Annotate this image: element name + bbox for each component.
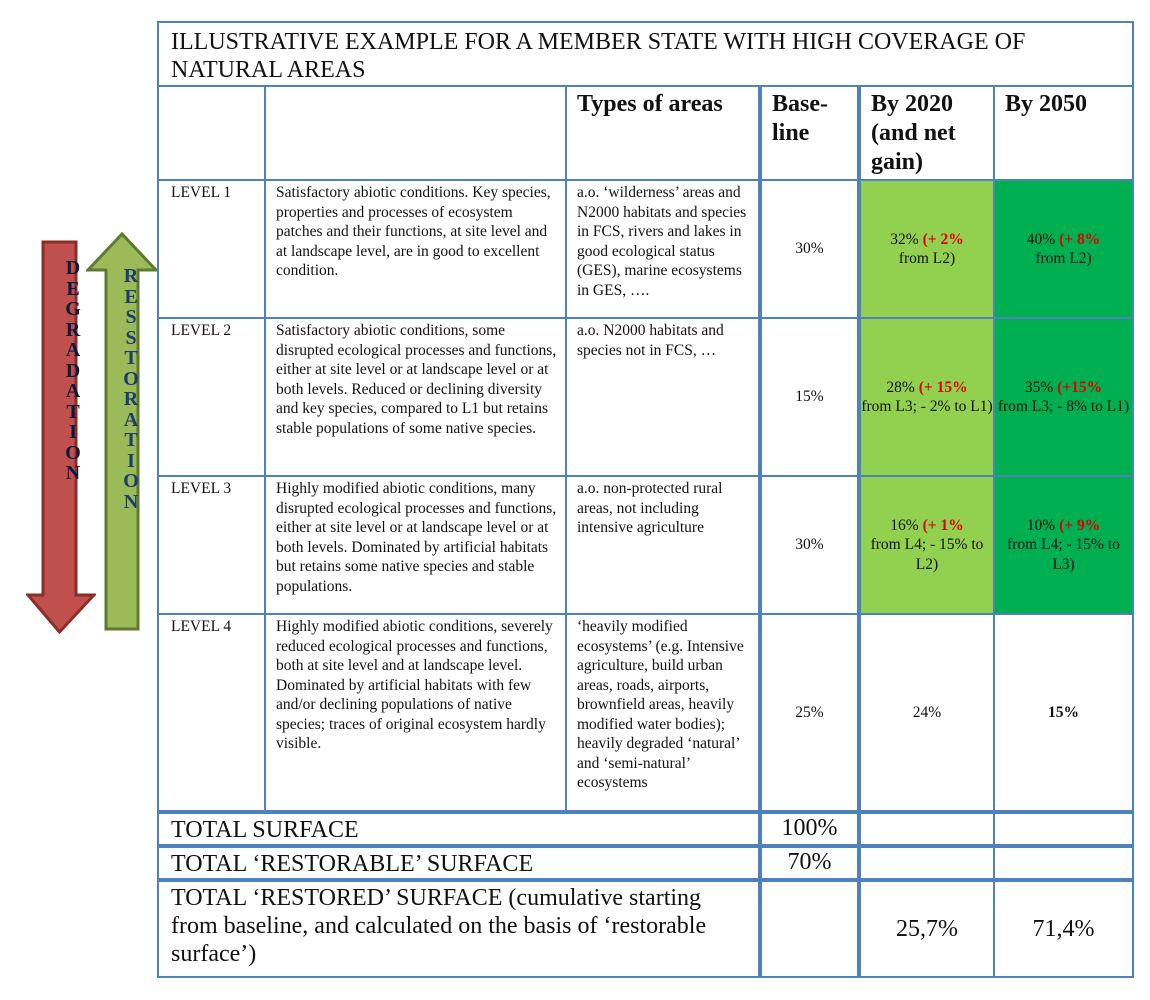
source-2020: from L3; - 2% to L1) xyxy=(861,398,993,415)
level-description: Highly modified abiotic conditions, many disrupted ecological processes and functions, either at site level or at landscape level or at both levels. Dominated by artificial habitats but retains some native species and stable populations. xyxy=(265,476,566,614)
degradation-letter: E xyxy=(66,277,80,300)
gain-2050: (+ 9% xyxy=(1059,516,1101,534)
restoration-letter: R xyxy=(123,265,139,287)
gain-2020: (+ 2% xyxy=(922,230,964,248)
source-2050: from L2) xyxy=(1035,250,1092,267)
header-row xyxy=(158,86,1133,180)
source-2050: from L4; - 15% to L3) xyxy=(1007,536,1120,573)
header-description xyxy=(265,86,566,180)
total-label: TOTAL ‘RESTORABLE’ SURFACE xyxy=(158,846,760,880)
total-label: TOTAL SURFACE xyxy=(158,812,760,846)
degradation-letter: N xyxy=(65,462,81,484)
source-2050: from L3; - 8% to L1) xyxy=(997,398,1130,415)
value-2050: 40% xyxy=(1026,230,1056,248)
degradation-letter: D xyxy=(65,257,81,279)
source-2020: from L4; - 15% to L2) xyxy=(870,536,984,573)
source-2020: from L2) xyxy=(898,250,956,267)
header-by-2020: By 2020 (and net gain) xyxy=(859,86,994,180)
level-row xyxy=(158,614,1133,812)
value-2020: 16% xyxy=(890,516,919,534)
level-baseline: 30% xyxy=(760,180,859,318)
level-name: LEVEL 2 xyxy=(158,318,265,476)
level-2050-value xyxy=(994,476,1133,614)
level-baseline: 30% xyxy=(760,476,859,614)
total-baseline: 100% xyxy=(760,812,859,846)
level-2050-value xyxy=(994,318,1133,476)
total-baseline xyxy=(760,880,859,977)
total-row xyxy=(158,846,1133,880)
restoration-table xyxy=(157,21,1134,978)
total-baseline: 70% xyxy=(760,846,859,880)
level-types-of-areas: a.o. N2000 habitats and species not in FCS, … xyxy=(566,318,760,476)
level-name: LEVEL 1 xyxy=(158,180,265,318)
degradation-letter: D xyxy=(65,359,81,382)
gain-2020: (+ 15% xyxy=(918,378,968,396)
level-baseline: 25% xyxy=(760,614,859,812)
level-2020-value xyxy=(859,318,994,476)
total-row xyxy=(158,812,1133,846)
restoration-letter: I xyxy=(127,449,135,472)
restoration-letter: A xyxy=(123,408,139,431)
level-types-of-areas: a.o. non-protected rural areas, not including intensive agriculture xyxy=(566,476,760,614)
restoration-letter: S xyxy=(125,306,137,328)
total-2020: 25,7% xyxy=(859,880,994,977)
total-2020 xyxy=(859,812,994,846)
gain-2050: (+ 8% xyxy=(1059,230,1101,248)
degradation-letter: I xyxy=(69,421,77,443)
level-row xyxy=(158,180,1133,318)
level-name: LEVEL 4 xyxy=(158,614,265,812)
restoration-letter: E xyxy=(124,285,138,308)
gain-2050: (+15% xyxy=(1057,378,1103,396)
header-by-2050: By 2050 xyxy=(994,86,1133,180)
header-baseline: Base-line xyxy=(760,86,859,180)
restoration-arrow xyxy=(86,232,158,632)
degradation-letter: G xyxy=(65,298,81,320)
value-2020: 32% xyxy=(890,230,919,248)
total-2050 xyxy=(994,846,1133,880)
level-2020-value: 24% xyxy=(859,614,994,812)
header-types-of-areas: Types of areas xyxy=(566,86,760,180)
level-2050-value xyxy=(994,180,1133,318)
degradation-letter: A xyxy=(65,380,81,402)
title-row xyxy=(158,22,1133,86)
level-2050-value: 15% xyxy=(994,614,1133,812)
total-label: TOTAL ‘RESTORED’ SURFACE (cumulative starting from baseline, and calculated on the basis of ‘restorable surface’) xyxy=(158,880,760,977)
table-title: ILLUSTRATIVE EXAMPLE FOR A MEMBER STATE WITH HIGH COVERAGE OF NATURAL AREAS xyxy=(158,22,1133,86)
restoration-letter: S xyxy=(125,326,137,349)
value-2050: 35% xyxy=(1024,378,1054,396)
level-2020-value xyxy=(859,180,994,318)
degradation-letter: O xyxy=(65,441,81,464)
level-row xyxy=(158,318,1133,476)
gain-2020: (+ 1% xyxy=(922,516,964,534)
restoration-letter: N xyxy=(123,490,139,513)
restoration-letter: O xyxy=(123,367,139,390)
total-2050 xyxy=(994,812,1133,846)
degradation-letter: R xyxy=(65,318,81,341)
restoration-letter: O xyxy=(123,470,139,492)
restoration-letter: T xyxy=(124,429,138,451)
level-description: Highly modified abiotic conditions, severely reduced ecological processes and functions, both at site level and at landscape level. Dominated by artificial habitats with few and/or declining populations of native species; traces of original ecosystem hardly visible. xyxy=(265,614,566,812)
header-level xyxy=(158,86,265,180)
level-2020-value xyxy=(859,476,994,614)
value-2050: 10% xyxy=(1026,516,1056,534)
level-baseline: 15% xyxy=(760,318,859,476)
restoration-letter: R xyxy=(123,388,139,410)
total-row xyxy=(158,880,1133,977)
level-description: Satisfactory abiotic conditions, some disrupted ecological processes and functions, either at site level or at landscape level or at both levels. Reduced or declining diversity and key species, compared to L1 but retains stable populations of some native species. xyxy=(265,318,566,476)
total-2050: 71,4% xyxy=(994,880,1133,977)
restoration-letter: T xyxy=(124,347,138,369)
value-2020: 28% xyxy=(886,378,915,396)
level-types-of-areas: ‘heavily modified ecosystems’ (e.g. Intensive agriculture, build urban areas, roads, airports, brownfield areas, heavily modified water bodies); heavily degraded ‘natural’ and ‘semi-natural’ ecosystems xyxy=(566,614,760,812)
level-name: LEVEL 3 xyxy=(158,476,265,614)
level-description: Satisfactory abiotic conditions. Key species, properties and processes of ecosystem patches and their functions, at site level and at landscape level, are in good to excellent condition. xyxy=(265,180,566,318)
degradation-letter: A xyxy=(65,339,81,361)
level-types-of-areas: a.o. ‘wilderness’ areas and N2000 habitats and species in FCS, rivers and lakes in good ecological status (GES), marine ecosystems in GES, …. xyxy=(566,180,760,318)
level-row xyxy=(158,476,1133,614)
total-2020 xyxy=(859,846,994,880)
degradation-letter: T xyxy=(66,400,80,423)
